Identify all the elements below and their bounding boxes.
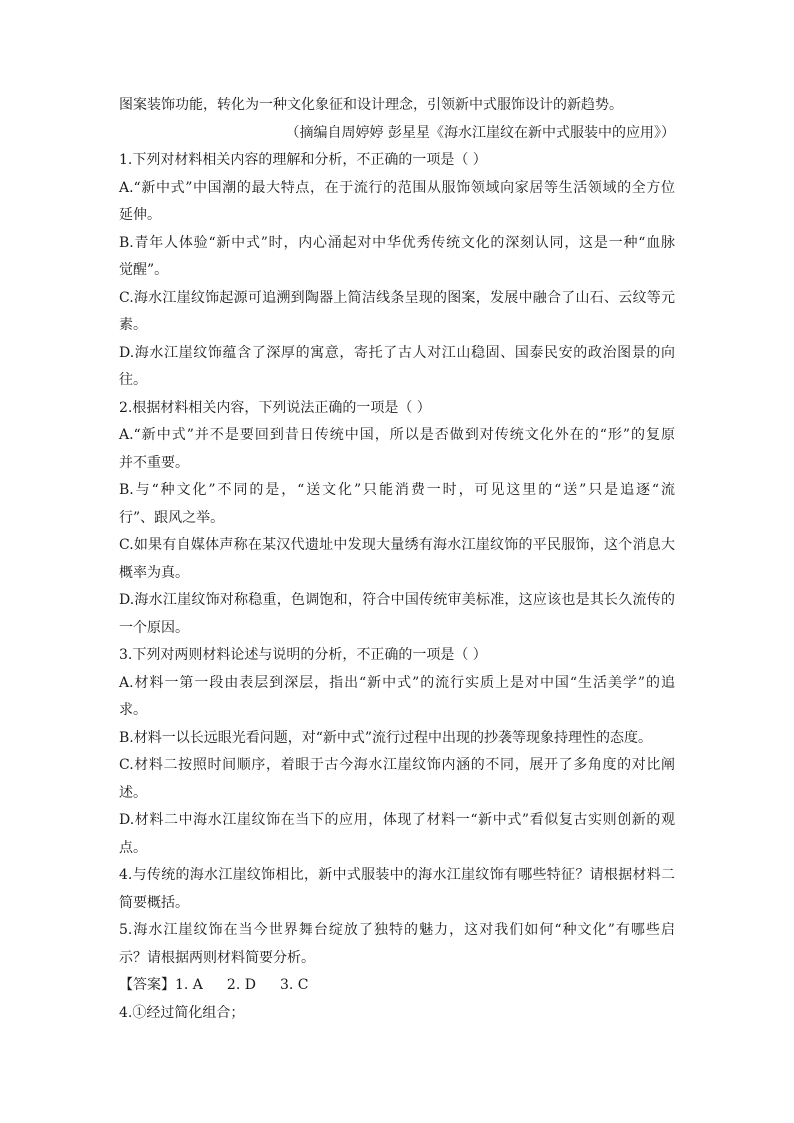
question-4: [119, 862, 675, 917]
option-a-line2: 延伸。: [119, 207, 161, 223]
question-stem: 3.下列对两则材料论述与说明的分析，不正确的一项是（ ）: [119, 647, 487, 663]
question-5: [119, 917, 675, 972]
option-a-line1: A.“新中式”中国潮的最大特点，在于流行的范围从服饰领域向家居等生活领域的全方位: [119, 179, 675, 196]
question-4-line2: 简要概括。: [119, 894, 189, 911]
option-a-line2: 求。: [119, 702, 147, 718]
paragraph-continuation: 图案装饰功能，转化为一种文化象征和设计理念，引领新中式服饰设计的新趋势。: [119, 97, 623, 113]
option-b-line1: B.材料一以长远眼光看问题，对“新中式”流行过程中出现的抄袭等现象持理性的态度。: [119, 729, 653, 746]
option-a-line2: 并不重要。: [119, 454, 189, 471]
answer-4-start: 4.①经过简化组合；: [119, 1004, 245, 1021]
option-c-line2: 概率为真。: [119, 564, 189, 581]
option-b-line1: B.与“种文化”不同的是，“送文化”只能消费一时，可见这里的“送”只是追逐“流: [119, 482, 675, 498]
question-stem: 2.根据材料相关内容，下列说法正确的一项是（ ）: [119, 399, 431, 416]
answer-2: 2. D: [226, 977, 256, 993]
option-c-line2: 素。: [119, 317, 147, 333]
option-a-line1: A.材料一第一段由表层到深层，指出“新中式”的流行实质上是对中国“生活美学”的追: [119, 674, 675, 691]
question-stem: 1.下列对材料相关内容的理解和分析，不正确的一项是（ ）: [119, 152, 487, 168]
option-b-line2: 行”、跟风之举。: [119, 509, 225, 526]
option-c-line2: 述。: [119, 784, 147, 801]
option-c-line1: C.海水江崖纹饰起源可追溯到陶器上简洁线条呈现的图案，发展中融合了山石、云纹等元: [119, 289, 675, 306]
answer-line: [119, 972, 675, 1000]
question-5-line1: 5.海水江崖纹饰在当今世界舞台绽放了独特的魅力，这对我们如何“种文化”有哪些启: [119, 922, 675, 938]
option-d-line1: D.海水江崖纹饰蕴含了深厚的寓意，寄托了古人对江山稳固、国泰民安的政治图景的向: [119, 344, 675, 361]
option-c-line1: C.如果有自媒体声称在某汉代遗址中发现大量绣有海水江崖纹饰的平民服饰，这个消息大: [119, 537, 675, 553]
option-d-line1: D.材料二中海水江崖纹饰在当下的应用，体现了材料一“新中式”看似复古实则创新的观: [119, 812, 675, 828]
document-page: [119, 92, 675, 1027]
option-d-line2: 一个原因。: [119, 619, 189, 636]
option-b-line2: 觉醒”。: [119, 262, 169, 278]
question-2: [119, 395, 675, 643]
question-4-line1: 4.与传统的海水江崖纹饰相比，新中式服装中的海水江崖纹饰有哪些特征？请根据材料二: [119, 867, 675, 883]
option-d-line2: 往。: [119, 372, 147, 388]
question-3: [119, 642, 675, 862]
option-d-line2: 点。: [119, 839, 147, 856]
option-b-line1: B.青年人体验“新中式”时，内心涌起对中华优秀传统文化的深刻认同，这是一种“血脉: [119, 234, 675, 251]
question-5-line2: 示？请根据两则材料简要分析。: [119, 949, 315, 966]
option-c-line1: C.材料二按照时间顺序，着眼于古今海水江崖纹饰内涵的不同，展开了多角度的对比阐: [119, 757, 675, 773]
answer-label: 【答案】: [119, 977, 175, 993]
option-a-line1: A.“新中式”并不是要回到昔日传统中国，所以是否做到对传统文化外在的“形”的复原: [119, 427, 675, 443]
source-citation: （摘编自周婷婷 彭星星《海水江崖纹在新中式服装中的应用》）: [285, 124, 675, 141]
question-1: [119, 147, 675, 395]
answer-3: 3. C: [279, 977, 309, 993]
answer-1: 1. A: [175, 977, 203, 993]
option-d-line1: D.海水江崖纹饰对称稳重，色调饱和，符合中国传统审美标准，这应该也是其长久流传的: [119, 592, 675, 608]
